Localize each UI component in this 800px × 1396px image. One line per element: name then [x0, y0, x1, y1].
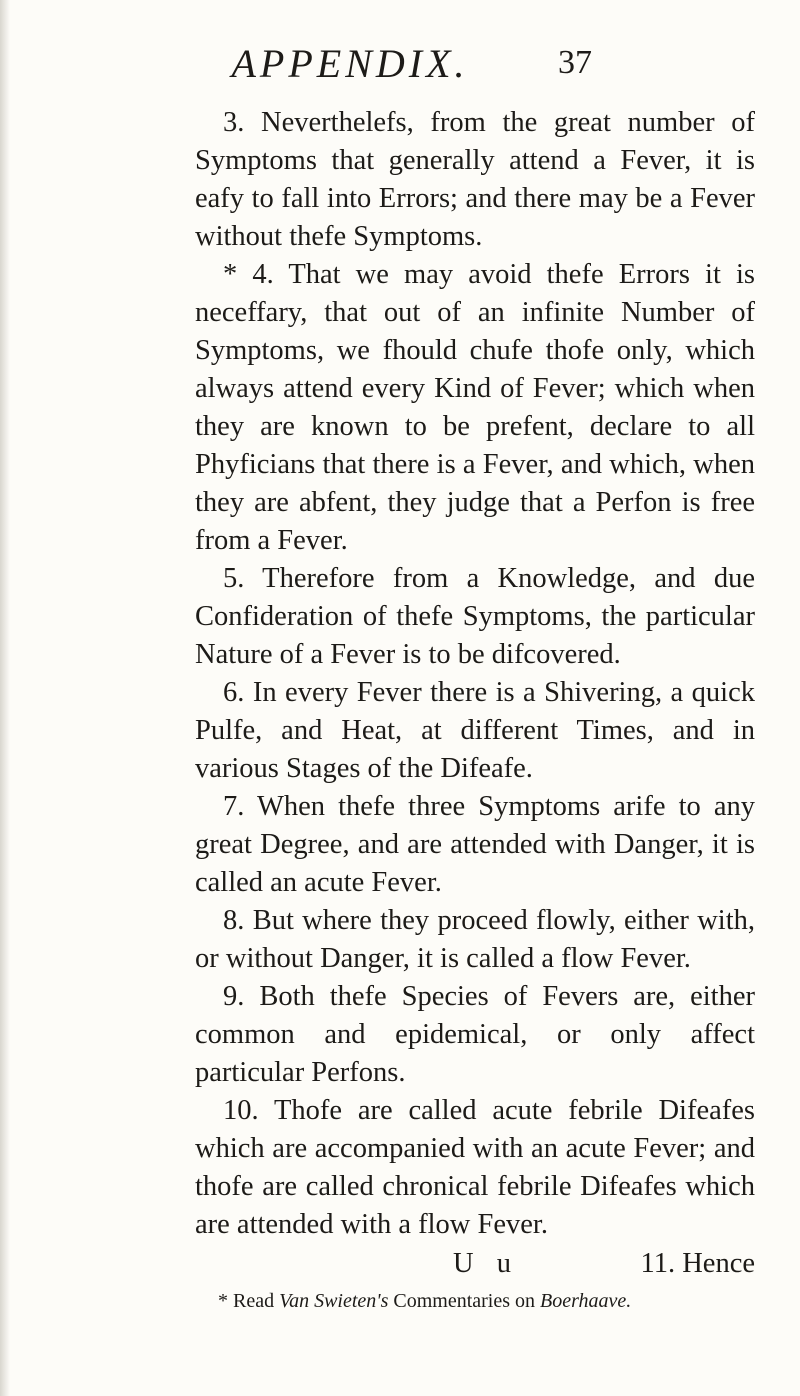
paragraph-3: 3. Neverthelefs, from the great number of Symptoms that generally attend a Fever, it is eafy to fall into Errors; and there may be a Fever without thefe Symptoms.	[195, 107, 755, 252]
footnote-middle: Commentaries on	[388, 1290, 541, 1312]
page-edge-shadow	[0, 0, 10, 1396]
footnote-author: Van Swieten's	[279, 1290, 389, 1312]
paragraph-9: 9. Both thefe Species of Fevers are, either common and epidemical, or only affect particular Perfons.	[195, 981, 755, 1088]
page-number: 37	[558, 44, 592, 81]
footnote-subject: Boerhaave.	[540, 1290, 632, 1312]
body-text	[195, 104, 755, 1244]
paragraph-7: 7. When thefe three Symptoms arife to any great Degree, and are attended with Danger, it is called an acute Fever.	[195, 791, 755, 898]
paragraph-4: * 4. That we may avoid thefe Errors it is neceffary, that out of an infinite Number of Symptoms, we fhould chufe thofe only, which always attend every Kind of Fever; which when they are known to be prefent, declare to all Phyficians that there is a Fever, and which, when they are abfent, they judge that a Perfon is free from a Fever.	[195, 259, 755, 556]
paragraph-8: 8. But where they proceed flowly, either with, or without Danger, it is called a flow Fever.	[195, 905, 755, 974]
footnote	[218, 1290, 758, 1313]
footnote-prefix: * Read	[218, 1290, 280, 1312]
catch-line	[195, 1248, 755, 1286]
paragraph-5: 5. Therefore from a Knowledge, and due Confideration of thefe Symptoms, the particular Nature of a Fever is to be difcovered.	[195, 563, 755, 670]
paragraph-6: 6. In every Fever there is a Shivering, a quick Pulfe, and Heat, at different Times, and in various Stages of the Difeafe.	[195, 677, 755, 784]
running-header	[0, 40, 800, 100]
signature-mark: U u	[453, 1248, 519, 1279]
catchword: 11. Hence	[640, 1248, 755, 1279]
running-title: APPENDIX.	[231, 41, 469, 86]
paragraph-10: 10. Thofe are called acute febrile Difeafes which are accompanied with an acute Fever; and thofe are called chronical febrile Difeafes which are attended with a flow Fever.	[195, 1095, 755, 1240]
